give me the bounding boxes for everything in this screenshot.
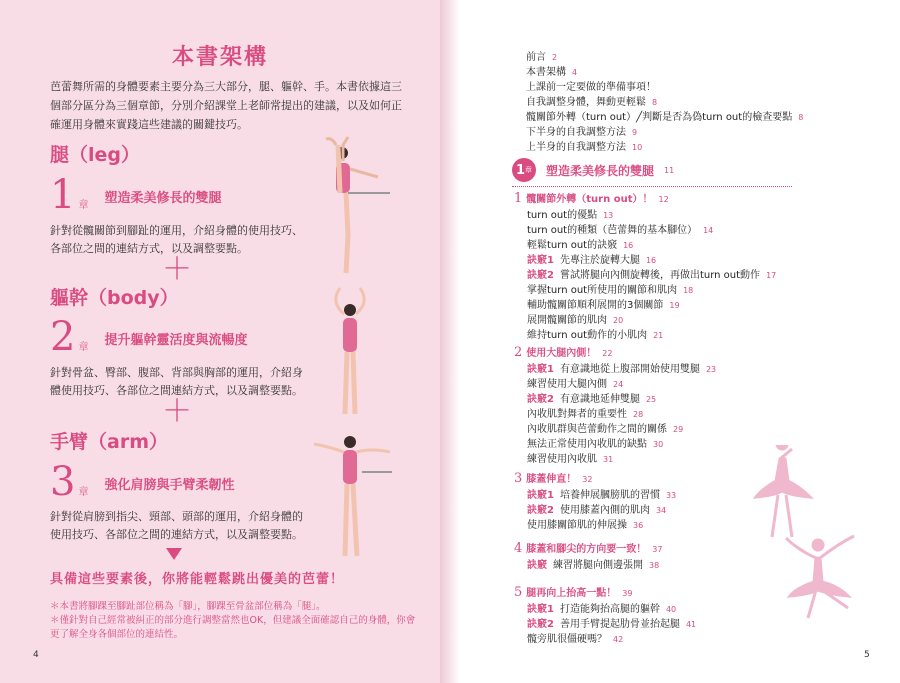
- chapter-title: 強化肩膀與手臂柔韌性: [104, 478, 235, 493]
- toc-section-heading[interactable]: 4 膝蓋和腳尖的方向要一致！ 37: [514, 541, 663, 556]
- chapter-description: 針對從髖關節到腳趾的運用，介紹身體的使用技巧、各部位之間的連結方式，以及調整要點。: [50, 224, 303, 255]
- chapter-title: 塑造柔美修長的雙腿: [104, 191, 222, 206]
- chapter-3-heading: [50, 459, 235, 505]
- section-heading-arm: 手臂（arm）: [50, 431, 168, 453]
- toc-entry[interactable]: 輔助髖關節順利展開的3個關節 19: [527, 300, 680, 311]
- toc-entry[interactable]: 訣竅1 有意識地從上腹部開始使用雙腿 23: [527, 364, 717, 375]
- toc-entry[interactable]: 髖旁肌很僵硬嗎？ 42: [527, 634, 624, 645]
- toc-front-entry[interactable]: 上課前一定要做的準備事項！: [526, 82, 656, 93]
- chapter-label: 章: [78, 487, 89, 498]
- plus-sign: ＋: [162, 394, 192, 429]
- dancer-leg-extension-illustration: [318, 135, 390, 275]
- footnote-1: ＊本書將腳踝至腳趾部位稱為「腳」，腳踝至骨盆部位稱為「腿」。: [50, 601, 326, 612]
- toc-entry[interactable]: 維持turn out動作的小肌肉 21: [527, 330, 664, 341]
- toc-chapter-1-heading[interactable]: 1 章 塑造柔美修長的雙腿 11: [512, 158, 674, 182]
- ballerina-arabesque-illustration: [778, 530, 858, 620]
- toc-entry[interactable]: 訣竅2 善用手臂提起肋骨並抬起腿 41: [527, 619, 697, 630]
- chapter-number: 2: [50, 314, 76, 360]
- toc-entry[interactable]: 輕鬆turn out的訣竅 16: [527, 240, 634, 251]
- chapter-number: 3: [50, 459, 76, 505]
- toc-front-entry[interactable]: 自我調整身體，舞動更輕鬆 8: [526, 97, 658, 108]
- toc-entry[interactable]: 訣竅2 有意識地延伸雙腿 25: [527, 394, 657, 405]
- toc-entry[interactable]: 練習使用大腿內側 24: [527, 379, 624, 390]
- left-page: [0, 0, 440, 683]
- toc-section-heading[interactable]: 1 髖關節外轉（turn out）！ 12: [514, 191, 669, 206]
- dancer-arms-open-illustration: [312, 430, 392, 560]
- toc-front-entry[interactable]: 下半身的自我調整方法 9: [526, 127, 638, 138]
- toc-entry[interactable]: turn out的優點 13: [527, 210, 614, 221]
- chapter-2-heading: [50, 314, 248, 360]
- toc-front-entry[interactable]: 上半身的自我調整方法 10: [526, 142, 643, 153]
- toc-section-heading[interactable]: 2 使用大腿內側！ 22: [514, 345, 613, 360]
- section-heading-body: 軀幹（body）: [50, 287, 179, 309]
- toc-front-entry[interactable]: 髖關節外轉（turn out）╱判斷是否為偽turn out的檢查要點 8: [526, 112, 804, 123]
- ballerina-silhouette-illustration: [752, 445, 814, 540]
- toc-entry[interactable]: 掌握turn out所使用的關節和肌肉 18: [527, 285, 694, 296]
- footnote-2: ＊僅針對自己經常被糾正的部分進行調整當然也OK，但建議全面確認自己的身體，你會更了解全身各個部位的連結性。: [50, 615, 416, 640]
- toc-entry[interactable]: 訣竅2 嘗試將腿向內側旋轉後，再做出turn out動作 17: [527, 270, 777, 281]
- toc-section-heading[interactable]: 3 膝蓋伸直！ 32: [514, 471, 593, 486]
- toc-entry[interactable]: turn out的種類（芭蕾舞的基本腳位） 14: [527, 225, 714, 236]
- plus-sign: ＋: [162, 252, 192, 287]
- section-heading-leg: 腿（leg）: [50, 144, 140, 166]
- toc-entry[interactable]: 訣竅1 先專注於旋轉大腿 16: [527, 255, 657, 266]
- toc-section-heading[interactable]: 5 腿再向上抬高一點！ 39: [514, 585, 633, 600]
- page-gutter: [440, 0, 460, 683]
- toc-entry[interactable]: 內收肌對舞者的重要性 28: [527, 409, 644, 420]
- chapter-description: 針對骨盆、臀部、腹部、背部與胸部的運用，介紹身體使用技巧、各部位之間連結方式，以及調整要點。: [50, 366, 303, 397]
- toc-entry[interactable]: 展開髖關節的肌肉 20: [527, 315, 624, 326]
- toc-entry[interactable]: 訣竅2 使用膝蓋內側的肌肉 34: [527, 505, 667, 516]
- toc-entry[interactable]: 使用膝關節肌的伸展操 36: [527, 520, 644, 531]
- chapter-1-heading: [50, 172, 222, 218]
- toc-entry[interactable]: 訣竅1 打造能夠抬高腿的軀幹 40: [527, 604, 677, 615]
- dancer-arms-up-illustration: [320, 282, 380, 417]
- toc-entry[interactable]: 訣竅1 培養伸展膕膀肌的習慣 33: [527, 490, 677, 501]
- chapter-label: 章: [78, 200, 89, 211]
- toc-entry[interactable]: 無法正常使用內收肌的缺點 30: [527, 439, 664, 450]
- intro-text: 芭蕾舞所需的身體要素主要分為三大部分，腿、軀幹、手。本書依據這三個部分區分為三個章節，分別介紹課堂上老師常提出的建議，以及如何正確運用身體來實踐這些建議的關鍵技巧。: [50, 80, 402, 131]
- page-number-right: 5: [864, 650, 870, 660]
- toc-entry[interactable]: 練習使用內收肌 31: [527, 454, 614, 465]
- dotted-divider: [512, 186, 792, 187]
- toc-entry[interactable]: 內收肌群與芭蕾動作之間的關係 29: [527, 424, 684, 435]
- chapter-badge: 1 章: [512, 158, 536, 182]
- chapter-number: 1: [50, 172, 76, 218]
- tagline: 具備這些要素後，你將能輕鬆跳出優美的芭蕾！: [50, 572, 345, 587]
- page-title: 本書架構: [171, 45, 268, 70]
- chapter-description: 針對從肩膀到指尖、頸部、頭部的運用，介紹身體的使用技巧、各部位之間的連結方式，以及調整要點。: [50, 510, 303, 541]
- toc-front-entry[interactable]: 前言 2: [526, 52, 558, 63]
- chapter-title: 提升軀幹靈活度與流暢度: [104, 333, 248, 348]
- toc-front-entry[interactable]: 本書架構 4: [526, 67, 578, 78]
- down-arrow-icon: [166, 548, 182, 560]
- toc-entry[interactable]: 訣竅 練習將腿向側邊張開 38: [527, 560, 660, 571]
- page-number-left: 4: [33, 650, 39, 660]
- chapter-label: 章: [78, 342, 89, 353]
